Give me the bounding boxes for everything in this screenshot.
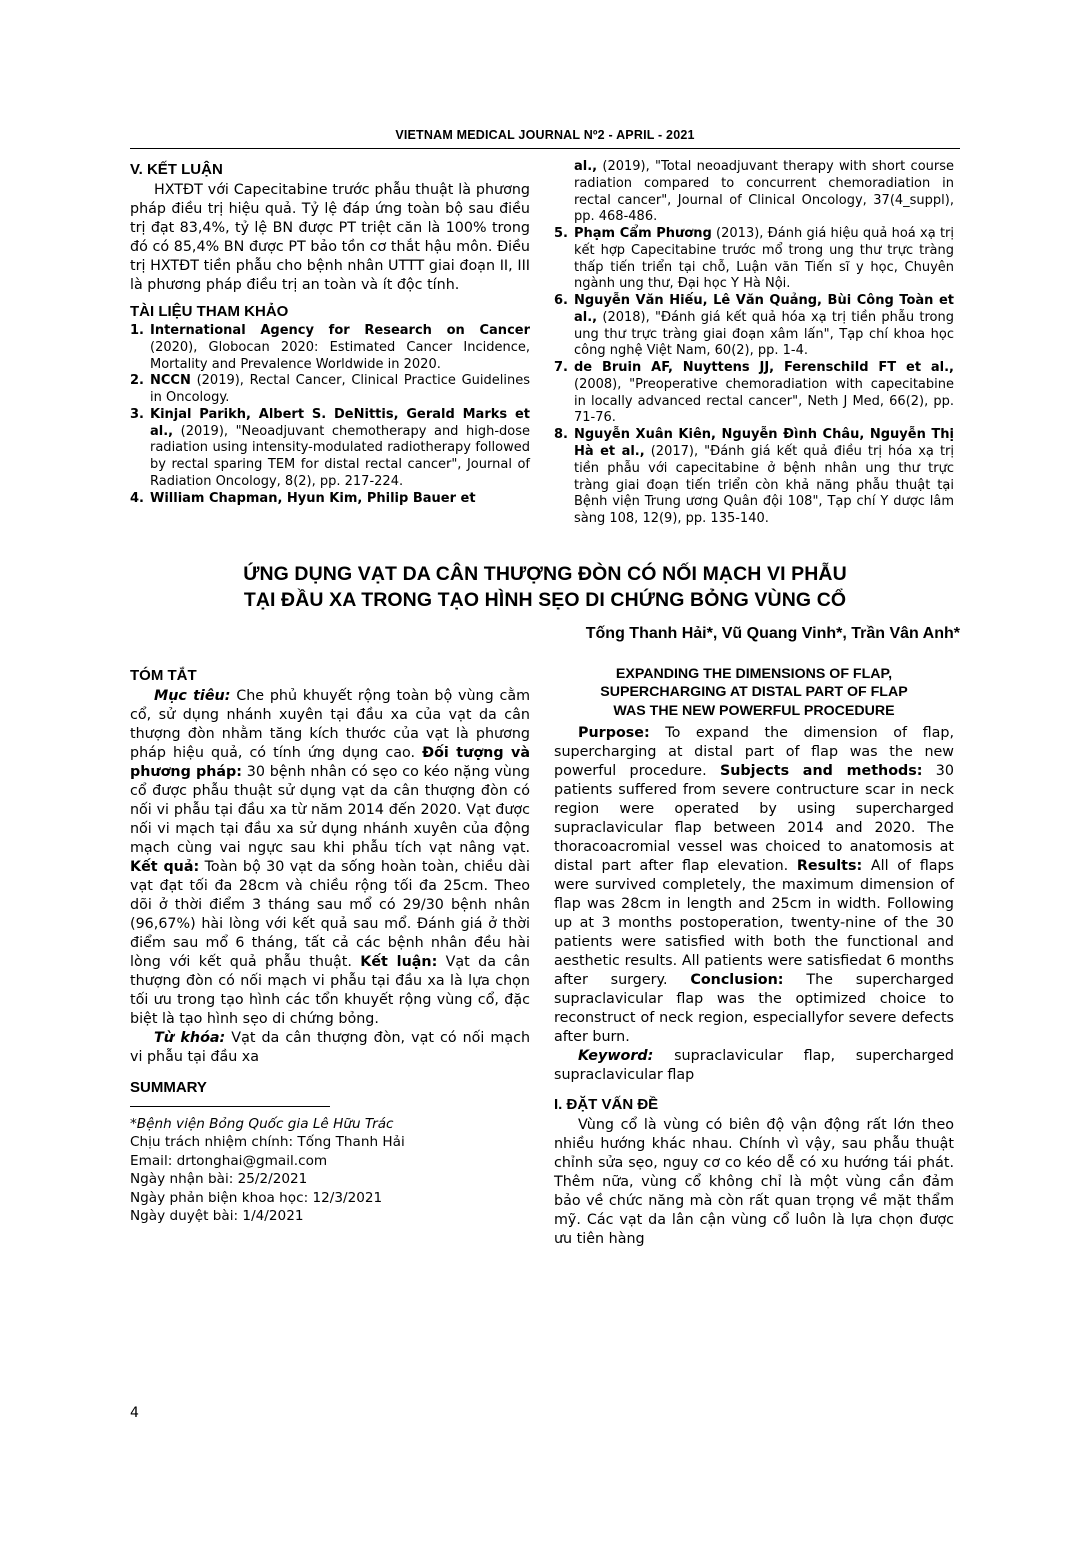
ref-authors-cont: al.,: [574, 159, 598, 174]
ref-body: [574, 293, 954, 360]
ref-authors: Nguyễn Văn Hiếu, Lê Văn Quảng, Bùi Công Toàn et al.,: [574, 293, 954, 325]
conclusion-text: HXTĐT với Capecitabine trước phẫu thuật là phương pháp điều trị hiệu quả. Tỷ lệ đáp ứng toàn bộ sau điều trị đạt 83,4%, tỷ lệ BN được PT triệt căn là 100% trong đó có 85,4% BN được PT bảo tồn cơ thắt hậu môn. Điều trị HXTĐT tiền phẫu cho bệnh nhân UTTT giai đoạn II, III là phương pháp điều trị an toàn và ít độc tính.: [130, 182, 530, 293]
ref-number: 2.: [130, 373, 144, 389]
list-item: [130, 373, 530, 407]
right-column: [554, 159, 954, 528]
references-heading: TÀI LIỆU THAM KHẢO: [130, 303, 289, 320]
text-results: Toàn bộ 30 vạt da sống hoàn toàn, chiều dài vạt đạt tối đa 28cm và chiều rộng tối đa 25cm. Theo dõi ở thời điểm 3 tháng sau mổ có 29/30 bệnh nhân (96,67%) hài lòng với kết quả sau mổ. Đánh giá ở thời điểm sau mổ 6 tháng, tất cả các bệnh nhân đều hài lòng với kết quả phẫu thuật.: [130, 858, 530, 970]
ref-body: [574, 427, 954, 528]
text-results-en: All of flaps were survived completely, the maximum dimension of flap was 28cm in length and 25cm in width. Following up at 3 months postoperation, twenty-nine of the 30 patients were satisfied with both the functional and aesthetic results. All patients were satisfiedat 6 months after surgery.: [554, 857, 954, 988]
text-conclusion: Vạt da cân thượng đòn có nối mạch vi phẫu tại đầu xa là lựa chọn tối ưu trong tạo hình các tổn khuyết rộng vùng cổ, đặc biệt là tạo hình sẹo di chứng bỏng.: [130, 953, 530, 1027]
abstract-vi-column: [130, 665, 530, 1249]
ref-number: 8.: [554, 427, 568, 443]
ref-number: 3.: [130, 406, 144, 422]
footnote-responsible: Chịu trách nhiệm chính: Tống Thanh Hải: [130, 1134, 405, 1151]
running-head: VIETNAM MEDICAL JOURNAL Nº2 - APRIL - 2021: [395, 128, 695, 142]
left-column: [130, 159, 530, 528]
label-purpose: Purpose:: [578, 724, 650, 741]
ref-number: 4.: [130, 490, 144, 506]
list-item: [130, 323, 530, 373]
text-keywords: Vạt da cân thượng đòn, vạt có nối mạch vi phẫu tại đầu xa: [130, 1029, 531, 1065]
ref-rest-cont: (2019), "Total neoadjuvant therapy with short course radiation compared to concurrent chemoradiation in rectal cancer", Journal of Clinical Oncology, 37(4_suppl), pp. 468-486.: [574, 159, 954, 225]
ref-rest: (2020), Globocan 2020: Estimated Cancer Incidence, Mortality and Prevalence Worldwide in 2020.: [150, 339, 530, 372]
abstract-en-title-line2: SUPERCHARGING AT DISTAL PART OF FLAP: [600, 684, 908, 701]
abstract-en-title-line1: EXPANDING THE DIMENSIONS OF FLAP,: [615, 665, 893, 682]
list-item: [554, 293, 954, 360]
ref-body: [150, 491, 530, 508]
ref-number: 6.: [554, 293, 568, 309]
label-subjects: Đối tượng và phương pháp:: [130, 744, 530, 780]
conclusion-heading: V. KẾT LUẬN: [130, 161, 223, 178]
list-item: [554, 360, 954, 427]
abstract-en-text: [554, 724, 954, 1047]
intro-text: Vùng cổ là vùng có biên độ vận động rất lớn theo nhiều hướng khác nhau. Chính vì vậy, sau phẫu thuật chỉnh sửa sẹo, nguy cơ co kéo dễ có xu hướng tái phát. Thêm nữa, vùng cổ không chỉ là một vùng cần đảm bảo về chức năng mà còn rất quan trọng về mặt thẩm mỹ. Các vạt da lân cận vùng cổ luôn là lựa chọn được ưu tiên hàng: [554, 1116, 954, 1247]
reference-list-right: [554, 226, 954, 528]
ref-authors: NCCN: [150, 373, 191, 389]
ref-authors: Phạm Cẩm Phương: [574, 226, 712, 242]
ref-authors: International Agency for Research on Cancer: [150, 323, 530, 338]
article-title-block: [130, 562, 960, 643]
ref-number: 1.: [130, 323, 144, 338]
ref-body: [574, 360, 954, 427]
summary-heading: SUMMARY: [130, 1078, 207, 1096]
ref-body: [574, 226, 954, 293]
intro-heading: I. ĐẶT VẤN ĐỀ: [554, 1095, 659, 1113]
footnote-block: [130, 1115, 530, 1226]
header-rule: [130, 148, 960, 149]
ref-rest: (2013), Đánh giá hiệu quả hoá xạ trị kết hợp Capecitabine trước mổ trong ung thư trực tràng thấp tiến triển tại chỗ, Luận văn Tiến sĩ y học, Chuyên ngành ung thư, Đại học Y Hà Nội.: [574, 226, 954, 292]
top-two-columns: [130, 159, 960, 528]
footnote-email: Email: drtonghai@gmail.com: [130, 1152, 328, 1169]
ref-number: 5.: [554, 226, 568, 242]
label-keywords: Từ khóa:: [154, 1029, 226, 1046]
text-subjects: 30 bệnh nhân có sẹo co kéo nặng vùng cổ được phẫu thuật sử dụng vạt da cân thượng đòn có nối vi phẫu tại đầu xa từ năm 2014 đến 2020. Vạt được nối vi mạch tại đầu xa sử dụng nhánh xuyên của động mạch cùng vai ngực sau khi phẫu tích vạt nâng vạt.: [130, 763, 530, 856]
footnote-received: Ngày nhận bài: 25/2/2021: [130, 1171, 308, 1188]
page-number: 4: [130, 1405, 139, 1421]
label-objective: Mục tiêu:: [154, 687, 231, 704]
list-item: [554, 427, 954, 528]
ref-rest: (2018), "Đánh giá kết quả hóa xạ trị tiền phẫu trong ung thư trực tràng giai đoạn xâm lấn", Tạp chí khoa học công nghệ Việt Nam, 60(2), pp. 1-4.: [574, 309, 954, 359]
ref-number: 7.: [554, 360, 568, 376]
page-title-line1: ỨNG DỤNG VẠT DA CÂN THƯỢNG ĐÒN CÓ NỐI MẠCH VI PHẪU: [243, 562, 847, 585]
text-subjects-en: 30 patients suffered from severe contructure scar in neck region were operated by using supercharged supraclavicular flap between 2014 and 2020. The thoracoacromial vessel was choiced to anatomosis at distal part after flap elevation.: [554, 762, 954, 874]
abstract-vi-text: [130, 687, 530, 1029]
footnote-reviewed: Ngày phản biện khoa học: 12/3/2021: [130, 1189, 383, 1206]
footnote-affiliation: *Bệnh viện Bỏng Quốc gia Lê Hữu Trác: [130, 1115, 394, 1132]
abstract-vi-heading: TÓM TẮT: [130, 666, 197, 684]
ref-rest: (2019), Rectal Cancer, Clinical Practice Guidelines in Oncology.: [150, 373, 530, 406]
text-conclusion-en: The supercharged supraclavicular flap was the optimized choice to reconstruct of neck region, especiallyfor severe defects after burn.: [554, 971, 954, 1045]
reference-list-left: [130, 323, 530, 507]
text-keyword-en: supraclavicular flap, supercharged supraclavicular flap: [554, 1047, 954, 1083]
label-results: Kết quả:: [130, 858, 200, 875]
ref-body: [150, 323, 530, 373]
text-objective: Che phủ khuyết rộng toàn bộ vùng cằm cổ, sử dụng nhánh xuyên tại đầu xa của vạt da cân thượng đòn nhằm tăng kích thước của vạt là phương pháp hiệu quả, có tính ứng dụng cao.: [130, 687, 531, 761]
ref-body: [150, 373, 530, 407]
abstract-vi-keywords: [130, 1029, 530, 1067]
ref-authors: de Bruin AF, Nuyttens JJ, Ferenschild FT et al.,: [574, 360, 954, 376]
footnote-rule: [130, 1106, 330, 1107]
ref-authors: Nguyễn Xuân Kiên, Nguyễn Đình Châu, Nguyễn Thị Hà et al.,: [574, 427, 954, 460]
list-item: [130, 491, 530, 508]
article-authors: Tống Thanh Hải*, Vũ Quang Vinh*, Trần Vân Anh*: [585, 624, 960, 642]
label-subjects-en: Subjects and methods:: [719, 762, 923, 779]
ref-rest: (2008), "Preoperative chemoradiation with capecitabine in locally advanced rectal cancer", Neth J Med, 66(2), pp. 71-76.: [574, 376, 954, 426]
abstract-en-keywords: [554, 1047, 954, 1085]
label-conclusion-en: Conclusion:: [690, 971, 784, 988]
label-keyword-en: Keyword:: [578, 1047, 654, 1064]
list-item: [554, 226, 954, 293]
label-results-en: Results:: [796, 857, 863, 874]
ref-body: [150, 407, 530, 491]
ref-authors: Kinjal Parikh, Albert S. DeNittis, Gerald Marks et al.,: [150, 406, 530, 439]
page-title-line2: TẠI ĐẦU XA TRONG TẠO HÌNH SẸO DI CHỨNG BỎNG VÙNG CỔ: [243, 588, 847, 611]
abstract-en-title-line3: WAS THE NEW POWERFUL PROCEDURE: [613, 703, 895, 720]
ref-authors: William Chapman, Hyun Kim, Philip Bauer et: [150, 490, 476, 506]
abstract-two-columns: [130, 665, 960, 1249]
label-conclusion: Kết luận:: [360, 953, 438, 970]
footnote-accepted: Ngày duyệt bài: 1/4/2021: [130, 1208, 304, 1225]
abstract-en-column: [554, 665, 954, 1249]
ref-rest: (2017), "Đánh giá kết quả điều trị hóa xạ trị tiền phẫu với capecitabine ở bệnh nhân ung thư trực tràng giai đoạn tiến triển còn khả năng phẫu thuật tại Bệnh viện Trung ương Quân đội 108", Tạp chí Y dược lâm sàng 108, 12(9), pp. 135-140.: [574, 444, 954, 527]
list-item: [130, 407, 530, 491]
ref-continuation: [574, 159, 954, 226]
ref-rest: (2019), "Neoadjuvant chemotherapy and high-dose radiation using intensity-modulated radiotherapy followed by rectal sparing TEM for distal rectal cancer", Journal of Radiation Oncology, 8(2), pp. 217-224.: [150, 423, 530, 489]
text-purpose: To expand the dimension of flap, supercharging at distal part of flap was the new powerful procedure.: [554, 724, 954, 779]
